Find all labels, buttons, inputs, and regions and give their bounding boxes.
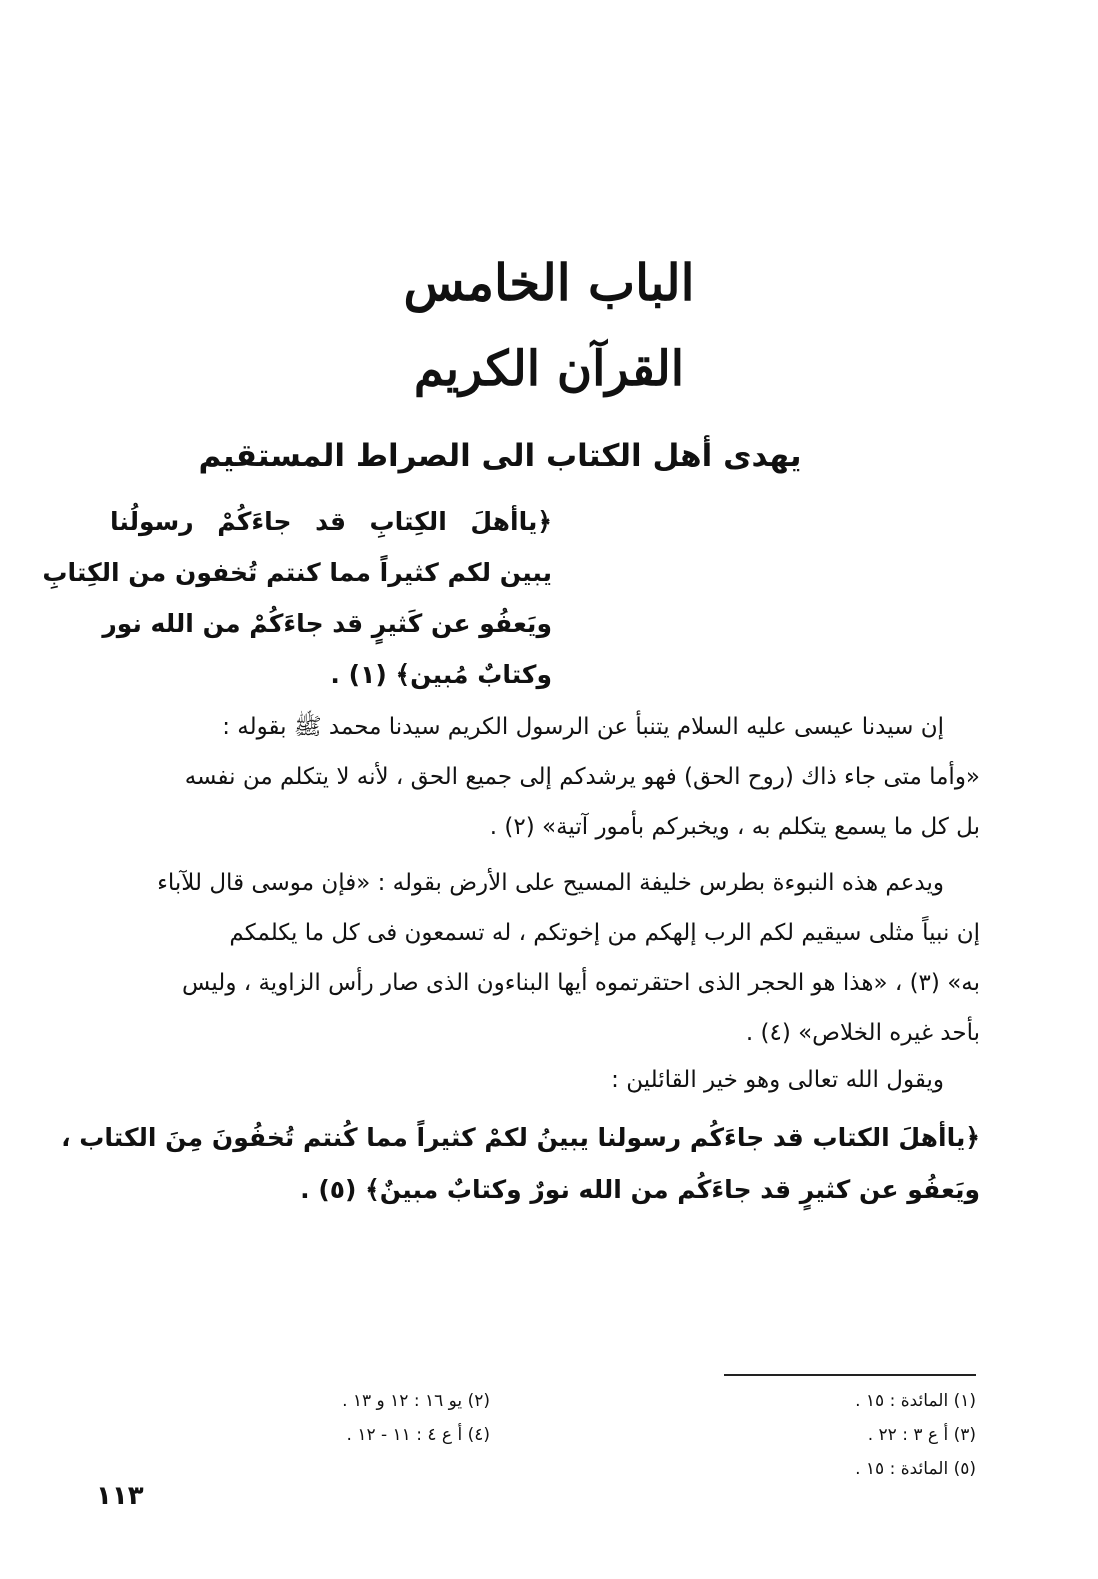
footnote-1: (١) المائدة : ١٥ . — [855, 1391, 976, 1411]
footnote-4: (٤) أ ع ٤ : ١١ - ١٢ . — [346, 1425, 490, 1445]
paragraph-line: «وأما متى جاء ذاك (روح الحق) فهو يرشدكم إلى جميع الحق ، لأنه لا يتكلم من نفسه — [184, 764, 980, 790]
verse-line: وكتابٌ مُبين﴾ (١) . — [330, 660, 552, 689]
paragraph-intro-verse — [110, 1055, 980, 1105]
paragraph-line: ويدعم هذه النبوءة بطرس خليفة المسيح على الأرض بقوله : «فإن موسى قال للآباء — [157, 870, 944, 896]
paragraph-peter — [110, 858, 980, 1058]
paragraph-line: إن سيدنا عيسى عليه السلام يتنبأ عن الرسول الكريم سيدنا محمد ﷺ بقوله : — [222, 714, 944, 740]
verse-line: ﴿ياأهلَ الكِتابِ قد جاءَكُمْ رسولُنا — [110, 507, 552, 536]
verse-line: ويَعفُو عن كَثيرٍ قد جاءَكُمْ من الله نور — [102, 609, 552, 638]
quran-verse-block-1 — [42, 496, 552, 700]
paragraph-line: ويقول الله تعالى وهو خير القائلين : — [611, 1067, 944, 1093]
footnote-2: (٢) يو ١٦ : ١٢ و ١٣ . — [342, 1391, 490, 1411]
footnote-divider — [724, 1374, 976, 1376]
paragraph-line: به» (٣) ، «هذا هو الحجر الذى احتقرتموه أيها البناءون الذى صار رأس الزاوية ، وليس — [182, 970, 980, 996]
page-number: ١١٣ — [96, 1481, 144, 1511]
verse-line: ﴿ياأهلَ الكتاب قد جاءَكُم رسولنا يبينُ لكمْ كثيراً مما كُنتم تُخفُونَ مِنَ الكتاب ، — [61, 1123, 980, 1152]
footnote-5: (٥) المائدة : ١٥ . — [855, 1459, 976, 1479]
paragraph-line: بأحد غيره الخلاص» (٤) . — [745, 1020, 980, 1046]
footnote-3: (٣) أ ع ٣ : ٢٢ . — [867, 1425, 976, 1445]
paragraph-prophecy — [110, 702, 980, 852]
chapter-title: القرآن الكريم — [413, 341, 685, 397]
verse-line: يبين لكم كثيراً مما كنتم تُخفون من الكِتابِ — [42, 558, 552, 587]
verse-line: ويَعفُو عن كثيرٍ قد جاءَكُم من الله نورٌ وكتابٌ مبينٌ﴾ (٥) . — [300, 1175, 980, 1204]
paragraph-line: بل كل ما يسمع يتكلم به ، ويخبركم بأمور آتية» (٢) . — [489, 814, 980, 840]
chapter-subtitle: يهدى أهل الكتاب الى الصراط المستقيم — [198, 438, 802, 474]
paragraph-line: إن نبياً مثلى سيقيم لكم الرب إلهكم من إخوتكم ، له تسمعون فى كل ما يكلمكم — [229, 920, 980, 946]
chapter-heading: الباب الخامس — [403, 253, 695, 312]
quran-verse-block-2 — [61, 1112, 980, 1216]
